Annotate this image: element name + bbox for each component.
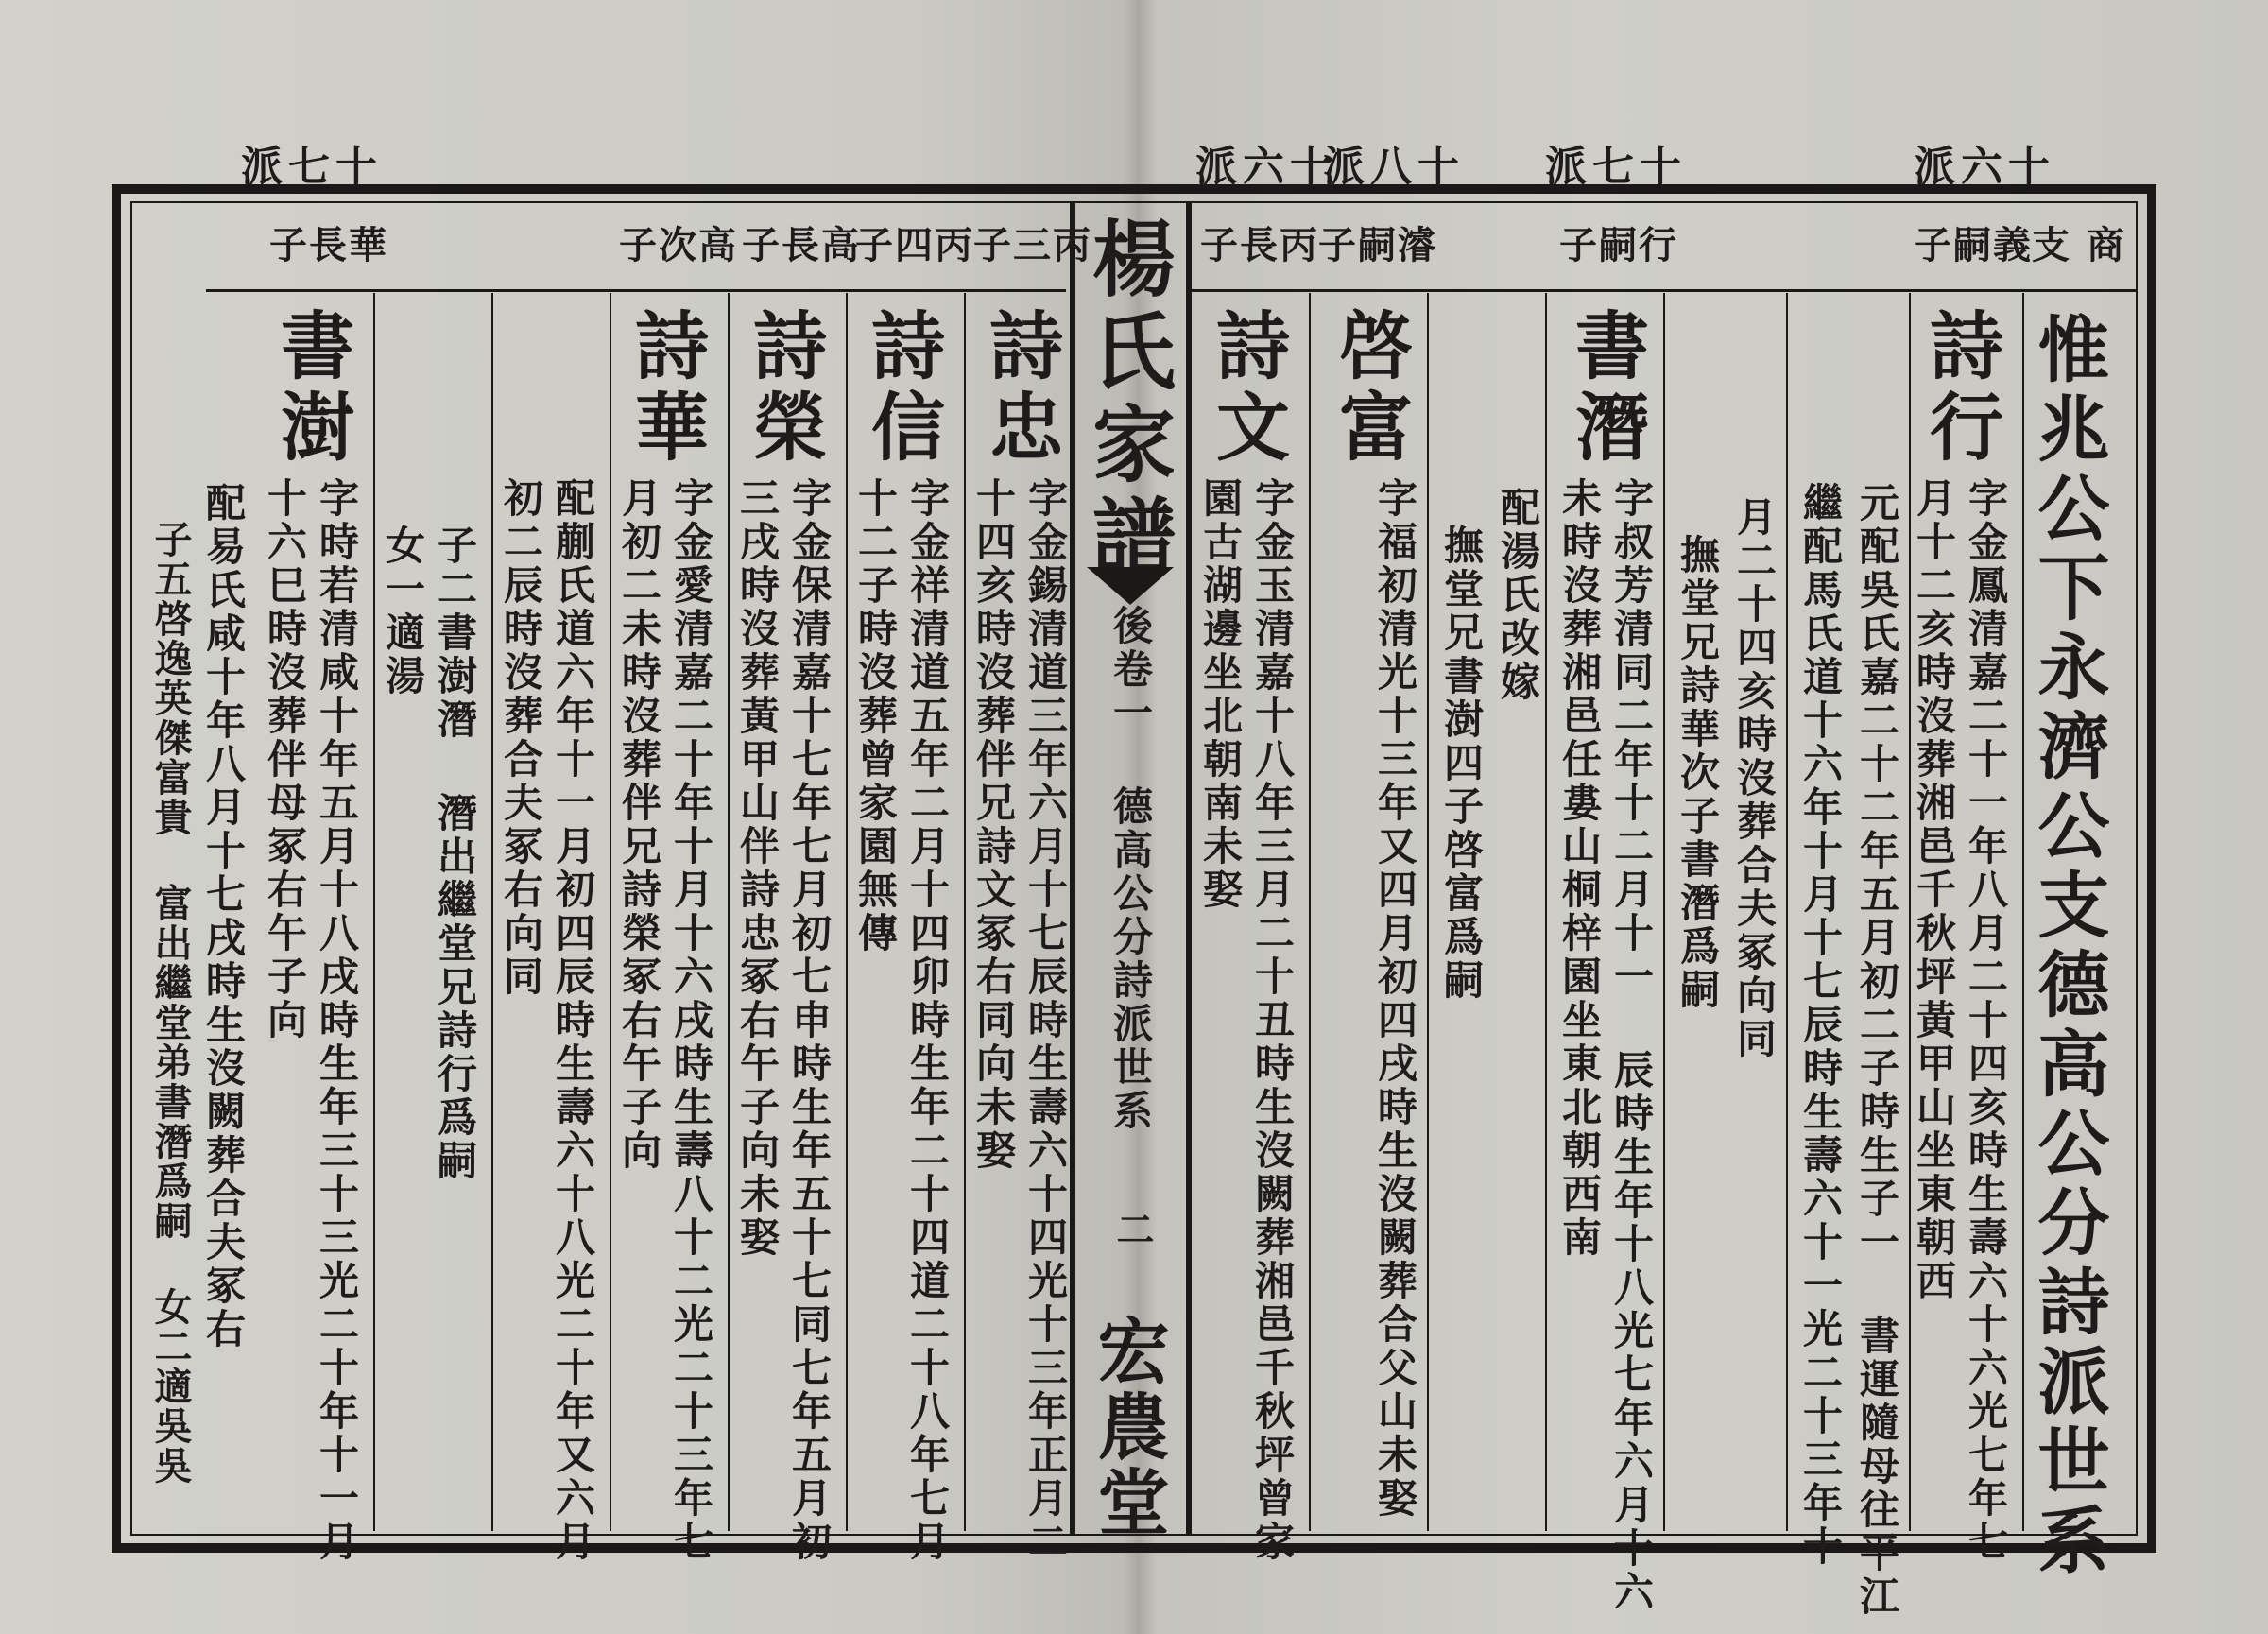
column-rule xyxy=(1545,293,1547,1531)
entry-line: 配湯氏改嫁 xyxy=(1495,487,1541,704)
entry-line: 十二子時沒葬曾家園無傳 xyxy=(852,477,899,955)
entry-line: 月二十四亥時沒葬合夫冢向同 xyxy=(1731,496,1778,1061)
entry-line: 三戌時沒葬黃甲山伴詩忠冢右午子向未娶 xyxy=(734,477,781,1260)
column-rule xyxy=(846,293,848,1531)
header-rule xyxy=(206,289,1066,292)
person-name: 詩行 xyxy=(1917,307,2003,470)
column-header: 丙四子 xyxy=(855,223,974,267)
entry-line: 字金鳳清嘉二十一年八月二十四亥時生壽六十六光七年七 xyxy=(1963,477,2009,1564)
person-name: 詩信 xyxy=(859,307,945,470)
entry-line: 月初二未時沒葬伴兄詩榮冢右午子向 xyxy=(616,477,662,1173)
branch-label: 十六派 xyxy=(1914,143,2055,191)
center-rule-right xyxy=(1186,201,1192,1536)
entry-line: 字金祥清道五年二月十四卯時生年二十四道二十八年七月 xyxy=(904,477,951,1564)
person-name: 詩文 xyxy=(1204,307,1290,470)
main-title: 惟兆公下永濟公支德高公分詩派世系 xyxy=(2026,312,2110,1582)
person-name: 書澍 xyxy=(268,307,354,470)
column-header: 義嗣子 xyxy=(1914,223,2033,267)
column-header: 高次子 xyxy=(619,223,738,267)
entry-line: 撫堂兄詩華次子書潛爲嗣 xyxy=(1675,534,1721,1012)
branch-label: 十七派 xyxy=(1545,143,1687,191)
person-name: 書潛 xyxy=(1563,307,1649,470)
column-rule xyxy=(1309,293,1311,1531)
entry-line: 十六巳時沒葬伴母冢右午子向 xyxy=(262,477,308,1042)
branch-label: 十七派 xyxy=(241,143,383,191)
entry-line: 子五啓逸英傑富貴 富出繼堂弟書潛爲嗣 女二適吳吳 xyxy=(148,520,193,1486)
entry-line: 未時沒葬湘邑任婁山桐梓園坐東北朝西南 xyxy=(1556,477,1603,1260)
column-rule xyxy=(964,293,966,1531)
entry-line: 撫堂兄書澍四子啓富爲嗣 xyxy=(1438,525,1485,1003)
person-name: 詩忠 xyxy=(977,307,1063,470)
entry-line: 園古湖邊坐北朝南未娶 xyxy=(1197,477,1244,912)
branch-label: 十六派 xyxy=(1195,143,1337,191)
book-title: 楊氏家譜 xyxy=(1079,215,1177,586)
center-rule-left xyxy=(1070,201,1075,1536)
entry-line: 初二辰時沒葬合夫冢右向同 xyxy=(498,477,544,999)
column-rule xyxy=(373,293,375,1531)
fish-tail-ornament xyxy=(1087,567,1174,605)
entry-line: 字金保清嘉十七年七月初七申時生年五十七同七年五月初 xyxy=(786,477,833,1564)
entry-line: 繼配馬氏道十六年十月十七辰時生壽六十一光二十三年十 xyxy=(1797,482,1844,1569)
branch-label: 十八派 xyxy=(1323,143,1465,191)
entry-line: 字時若清咸十年五月十八戌時生年三十三光二十年十一月 xyxy=(314,477,360,1564)
column-rule xyxy=(1663,293,1665,1531)
column-rule xyxy=(1786,293,1788,1531)
person-name: 啓富 xyxy=(1327,307,1413,470)
column-header: 高長子 xyxy=(742,223,861,267)
entry-line: 子二書澍潛 潛出繼堂兄詩行爲嗣 xyxy=(432,525,478,1183)
entry-line: 字金愛清嘉二十年十月十六戌時生壽八十二光二十三年七 xyxy=(668,477,714,1564)
header-rule xyxy=(1191,289,2136,292)
entry-line: 字叔芳清同二年十二月十一 辰時生年十八光七年六月十六 xyxy=(1608,477,1655,1614)
hall-name: 宏農堂 xyxy=(1086,1314,1170,1540)
column-rule xyxy=(610,293,611,1531)
volume-subtitle: 後卷一 德高公分詩派世系 xyxy=(1108,605,1154,1133)
entry-line: 十四亥時沒葬伴兄詩文冢右同向未娶 xyxy=(971,477,1017,1173)
column-header: 丙長子 xyxy=(1200,223,1319,267)
person-name: 詩榮 xyxy=(741,307,827,470)
column-rule xyxy=(491,293,493,1531)
column-header: 行嗣子 xyxy=(1559,223,1678,267)
column-header: 丙三子 xyxy=(973,223,1092,267)
column-rule xyxy=(728,293,730,1531)
column-header: 商 支 xyxy=(2032,223,2126,267)
page-number: 二 xyxy=(1110,1210,1155,1247)
entry-line: 元配吳氏嘉二十二年五月初二子時生子一 書運隨母往平江 xyxy=(1854,482,1900,1619)
entry-line: 配蒯氏道六年十一月初四辰時生壽六十八光二十年又六月 xyxy=(550,477,596,1564)
entry-line: 配易氏咸十年八月十七戌時生沒闕葬合夫冢右 xyxy=(200,482,247,1351)
entry-line: 字金錫清道三年六月十七辰時生壽六十四光十三年正月二 xyxy=(1022,477,1069,1564)
person-name: 詩華 xyxy=(623,307,709,470)
entry-line: 字福初清光十三年又四月初四戌時生沒闕葬合父山未娶 xyxy=(1372,477,1418,1521)
column-rule xyxy=(2022,293,2024,1531)
column-header: 濬嗣子 xyxy=(1318,223,1437,267)
column-header: 華長子 xyxy=(269,223,388,267)
entry-line: 月十二亥時沒葬湘邑千秋坪黃甲山坐東朝西 xyxy=(1911,477,1957,1303)
column-rule xyxy=(1427,293,1429,1531)
entry-line: 女一適湯 xyxy=(380,525,426,698)
entry-line: 字金玉清嘉十八年三月二十丑時生沒闕葬湘邑千秋坪曾家 xyxy=(1249,477,1296,1564)
